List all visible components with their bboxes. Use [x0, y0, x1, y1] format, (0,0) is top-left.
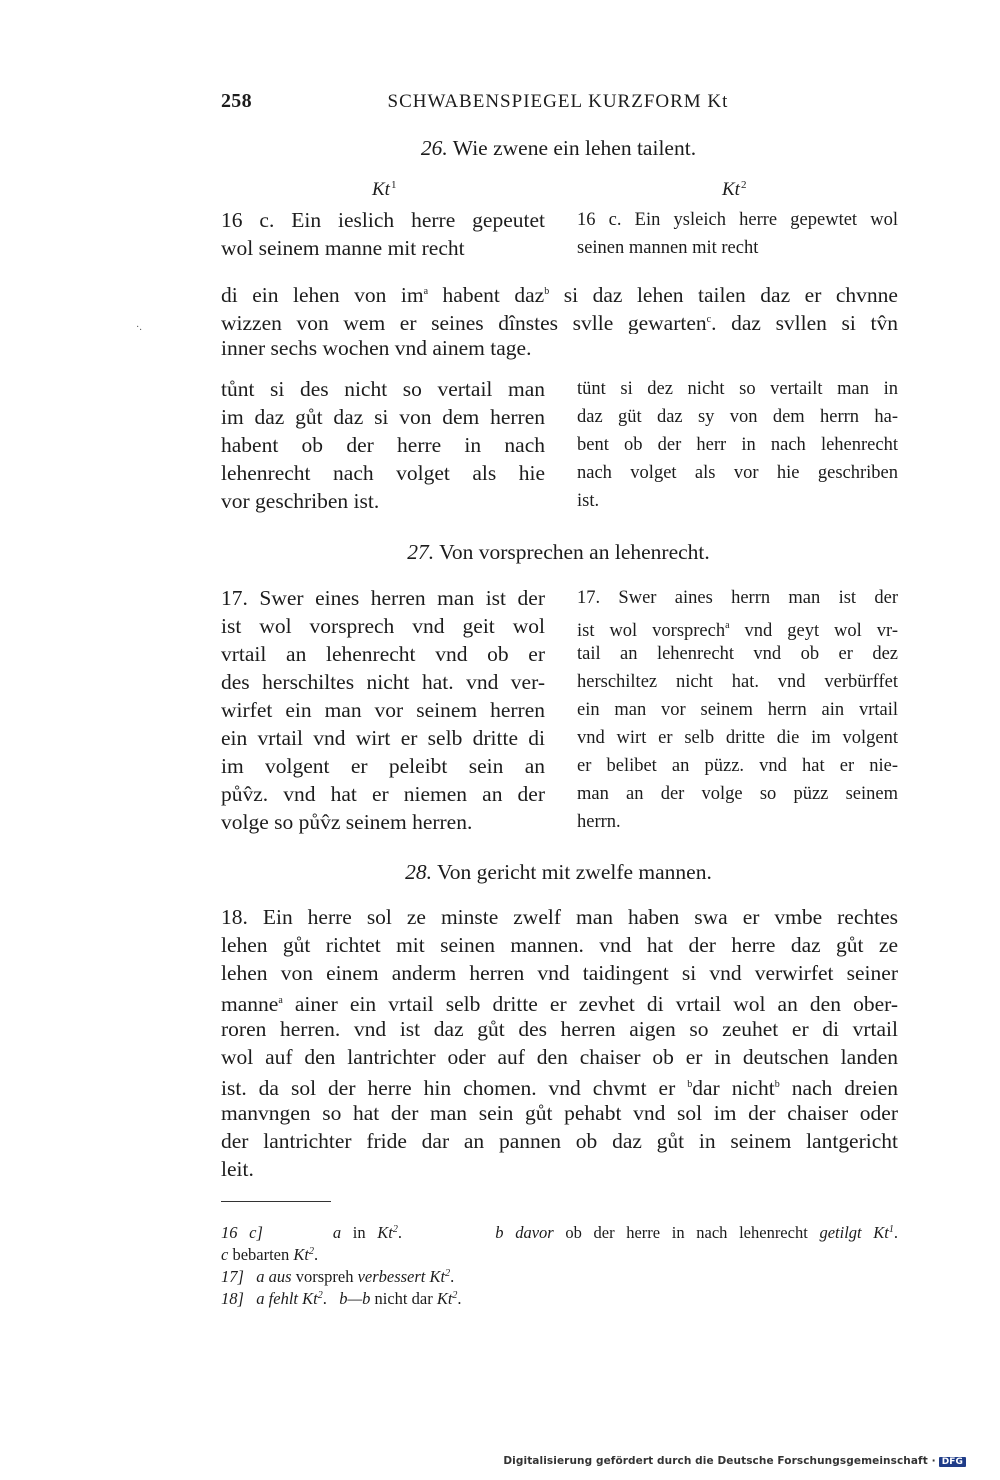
para-27-right-line: vnd wirt er selb dritte die im volgent	[577, 728, 898, 748]
para-27-left-line: ist wol vorsprech vnd geit wol	[221, 614, 545, 638]
running-title: SCHWABENSPIEGEL KURZFORM Kt	[387, 91, 729, 112]
para-28-line: ist. da sol der herre hin chomen. vnd chvmt er $^b$dar nicht$^b$ nach dreien	[221, 1076, 898, 1099]
para-27-right-line: ist wol vorsprech$^a$ vnd geyt wol vr-	[577, 620, 898, 640]
section-28-title: Von gericht mit zwelfe mannen.	[437, 860, 712, 884]
para-27-right-line: man an der volge so püzz seinem	[577, 784, 898, 804]
para-27-left-line: wirfet ein man vor seinem herren	[221, 698, 545, 722]
para-26-right-a-line: seinen mannen mit recht	[577, 238, 759, 258]
para-26-left-b-line: im daz gůt daz si von dem herren	[221, 405, 545, 429]
section-28-heading	[0, 860, 1000, 885]
para-27-left-line: des herschiltes nicht hat. vnd ver-	[221, 670, 545, 694]
para-26-left-a-line: 16 c. Ein ieslich herre gepeutet	[221, 208, 545, 232]
page-number: 258	[221, 90, 252, 112]
para-27-right-line: herrn.	[577, 812, 621, 832]
section-27-heading	[0, 540, 1000, 565]
para-27-left-line: 17. Swer eines herren man ist der	[221, 586, 545, 610]
para-28-line: der lantrichter fride dar an pannen ob daz gůt in seinem lantgericht	[221, 1129, 898, 1153]
para-26-left-b-line: habent ob der herre in nach	[221, 433, 545, 457]
footnote-16c: 16 c] a in Kt$^2$. b davor ob der herre in nach lehenrecht getilgt Kt$^1$.	[221, 1223, 898, 1242]
para-27-right-line: ein man vor seinem herrn ain vrtail	[577, 700, 898, 720]
section-26-title: Wie zwene ein lehen tailent.	[452, 136, 697, 160]
para-28-line: manne$^a$ ainer ein vrtail selb dritte er zevhet di vrtail wol an den ober-	[221, 992, 898, 1015]
margin-mark: ·.	[136, 322, 142, 333]
section-27-number: 27.	[407, 540, 435, 564]
para-26-left-a-line: wol seinem manne mit recht	[221, 236, 465, 260]
para-26-right-b-line: bent ob der herr in nach lehenrecht	[577, 435, 898, 455]
para-27-left-line: ein vrtail vnd wirt er selb dritte di	[221, 726, 545, 750]
para-26-left-b-line: lehenrecht nach volget als hie	[221, 461, 545, 485]
footnote-rule	[221, 1201, 331, 1202]
section-28-number: 28.	[405, 860, 433, 884]
para-27-left-line: im volgent er peleibt sein an	[221, 754, 545, 778]
para-27-left-line: volge so pův̂z seinem herren.	[221, 810, 473, 834]
witness-right-siglum: Kt$^2$	[722, 179, 747, 200]
para-28-line: leit.	[221, 1157, 254, 1181]
footnote-18: 18] a fehlt Kt$^2$. b—b nicht dar Kt$^2$.	[221, 1289, 462, 1308]
para-26-right-b-line: ist.	[577, 491, 600, 511]
para-28-line: 18. Ein herre sol ze minste zwelf man haben swa er vmbe rechtes	[221, 905, 898, 929]
para-28-line: manvngen so hat der man sein gůt pehabt vnd sol im der chaiser oder	[221, 1101, 898, 1125]
para-26-common-line: di ein lehen von $im^a$ habent daz$^b$ si daz lehen tailen daz er chvnne	[221, 283, 898, 306]
section-26-number: 26.	[420, 136, 448, 160]
dfg-logo: DFG	[939, 1457, 966, 1467]
para-27-left-line: vrtail an lehenrecht vnd ob er	[221, 642, 545, 666]
para-26-left-b-line: tůnt si des nicht so vertail man	[221, 377, 545, 401]
para-27-right-line: 17. Swer aines herrn man ist der	[577, 588, 898, 608]
para-27-left-line: pův̂z. vnd hat er niemen an der	[221, 782, 545, 806]
para-27-right-line: herschiltez nicht hat. vnd verbürffet	[577, 672, 898, 692]
para-27-right-line: er belibet an püzz. vnd hat er nie-	[577, 756, 898, 776]
witness-left-siglum: Kt$^1$	[372, 179, 397, 200]
para-27-right-line: tail an lehenrecht vnd ob er dez	[577, 644, 898, 664]
para-26-common-line: wizzen von wem er seines dînstes svlle gewarten$^c$. daz svllen si tv̂n	[221, 311, 898, 334]
digitization-credit: Digitalisierung gefördert durch die Deutsche Forschungsgemeinschaft · DFG	[503, 1455, 966, 1467]
para-28-line: lehen von einem anderm herren vnd taidingent si vnd verwirfet seiner	[221, 961, 898, 985]
footnote-16c-cont: c bebarten Kt$^2$.	[221, 1245, 319, 1264]
para-26-right-b-line: tünt si dez nicht so vertailt man in	[577, 379, 898, 399]
section-26-heading	[0, 136, 1000, 161]
para-26-right-b-line: nach volget als vor hie geschriben	[577, 463, 898, 483]
footnote-17: 17] a aus vorspreh verbessert Kt$^2$.	[221, 1267, 455, 1286]
para-26-right-a-line: 16 c. Ein ysleich herre gepewtet wol	[577, 210, 898, 230]
para-28-line: wol auf den lantrichter oder auf den chaiser ob er in deutschen landen	[221, 1045, 898, 1069]
para-26-right-b-line: daz güt daz sy von dem herrn ha-	[577, 407, 898, 427]
para-28-line: lehen gůt richtet mit seinen mannen. vnd hat der herre daz gůt ze	[221, 933, 898, 957]
para-26-left-b-line: vor geschriben ist.	[221, 489, 380, 513]
section-27-title: Von vorsprechen an lehenrecht.	[439, 540, 710, 564]
para-28-line: roren herren. vnd ist daz gůt des herren aigen so zeuhet er di vrtail	[221, 1017, 898, 1041]
para-26-common-line: inner sechs wochen vnd ainem tage.	[221, 336, 532, 360]
